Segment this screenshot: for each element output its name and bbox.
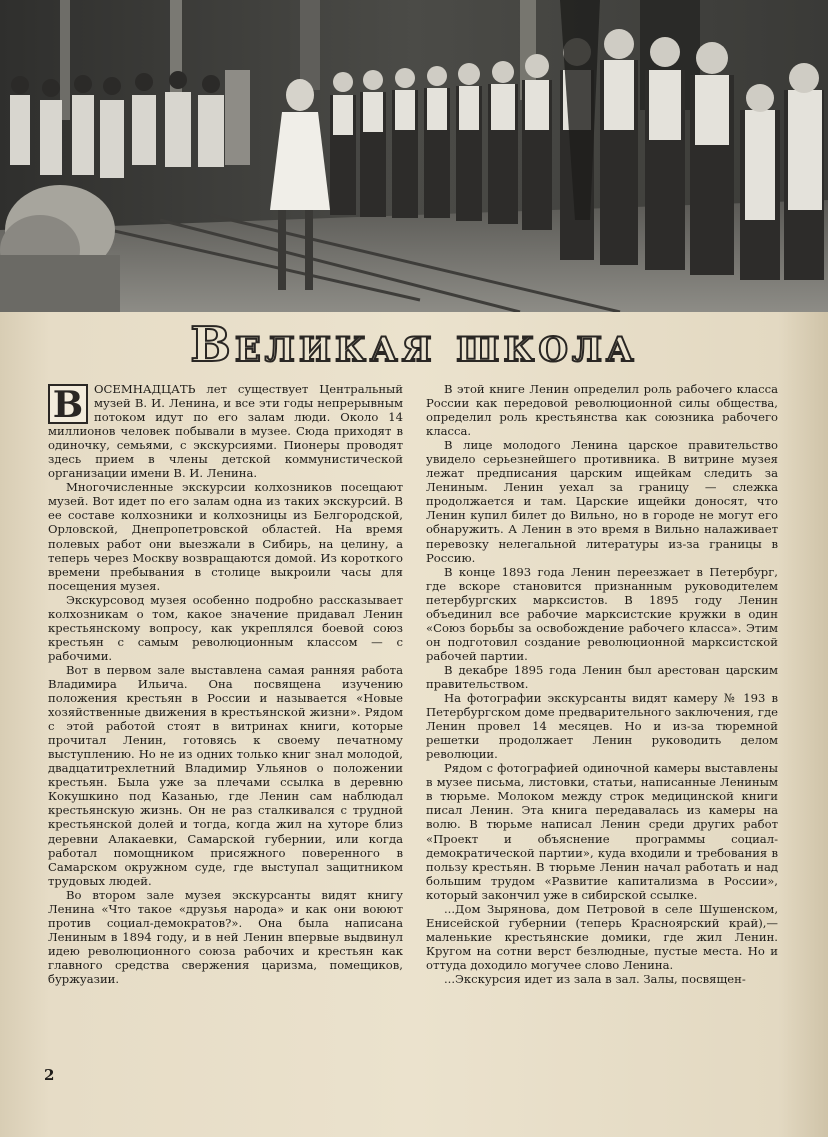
paragraph: Многочисленные экскурсии колхозников посещают музей. Вот идет по его залам одна из таких экскурсий. В ее составе колхозники и колхозницы из Белгородской, Орловской, Днепропетровской областей. На время полевых работ они выезжали в Сибирь, на целину, а теперь через Москву возвращаются домой. Из короткого времени пребывания в столице выкроили часы для посещения музея. bbox=[48, 480, 403, 593]
paragraph: ...Дом Зырянова, дом Петровой в селе Шушенском, Енисейской губернии (теперь Красноярский край),— маленькие крестьянские домики, где жил Ленин. Кругом на сотни верст безлюдные, пустые места. Но и оттуда доходило могучее слово Ленина. bbox=[426, 901, 778, 972]
article-title: Великая школа bbox=[190, 317, 638, 373]
right-column bbox=[426, 382, 778, 986]
photo-pioneers bbox=[0, 0, 828, 312]
paragraph: В лице молодого Ленина царское правительство увидело серьезнейшего противника. В витрине музея лежат предписания царским ищейкам следить за Лениным. Ленин уехал за границу — слежка продолжается и там. Царские ищейки доносят, что Ленин купил билет до Вильно, но в городе не могут его обнаружить. А Ленин в это время в Вильно налаживает перевозку нелегальной литературы из-за границы в Россию. bbox=[426, 438, 778, 565]
paragraph-intro bbox=[48, 382, 403, 480]
paragraph: Рядом с фотографией одиночной камеры выставлены в музее письма, листовки, статьи, написанные Лениным в тюрьме. Молоком между строк медицинской книги писал Ленин. Эта книга передавалась из камеры на волю. В тюрьме написал Ленин среди других работ «Проект и объяснение программы социал-демократической партии», куда входили и требования в пользу крестьян. В тюрьме Ленин начал работать и над большим трудом «Развитие капитализма в России», который закончил уже в сибирской ссылке. bbox=[426, 761, 778, 902]
paragraph: ...Экскурсия идет из зала в зал. Залы, посвящен- bbox=[444, 971, 746, 986]
paragraph: Экскурсовод музея особенно подробно рассказывает колхозникам о том, какое значение придавал Ленин крестьянскому вопросу, как укреплялся боевой союз крестьян с самым революционным классом — с рабочими. bbox=[48, 592, 403, 663]
paragraph: Во втором зале музея экскурсанты видят книгу Ленина «Что такое «друзья народа» и как они воюют против социал-демократов?». Она была написана Лениным в 1894 году, и в ней Ленин впервые выдвинул идею революционного союза рабочих и крестьян как главного средства свержения царизма, помещиков, буржуазии. bbox=[48, 887, 403, 986]
page-number: 2 bbox=[44, 1066, 55, 1084]
paragraph: В конце 1893 года Ленин переезжает в Петербург, где вскоре становится признанным руководителем петербургских марксистов. В 1895 году Ленин объединил все рабочие марксистские кружки в один «Союз борьбы за освобождение рабочего класса». Этим он подготовил создание революционной марксистской рабочей партии. bbox=[426, 564, 778, 663]
paragraph: Вот в первом зале выставлена самая ранняя работа Владимира Ильича. Она посвящена изучению положения крестьян в России и называется «Новые хозяйственные движения в крестьянской жизни». Рядом с этой работой стоят в витринах книги, которые прочитал Ленин, готовясь к своему печатному выступлению. Но не из одних только книг знал молодой, двадцатитрехлетний Владимир Ульянов о положении крестьян. Была уже за плечами ссылка в деревню Кокушкино под Казанью, где Ленин сам наблюдал крестьянскую жизнь. Он не раз сталкивался с трудной крестьянской долей и тогда, когда жил на хуторе близ деревни Алакаевки, Самарской губернии, или когда работал помощником присяжного поверенного в Самарском окружном суде, где выступал защитником трудовых людей. bbox=[48, 662, 403, 888]
paragraph: В этой книге Ленин определил роль рабочего класса России как передовой революционной силы общества, определил роль крестьянства как союзника рабочего класса. bbox=[426, 382, 778, 439]
photo-pioneers-icon bbox=[0, 0, 828, 312]
paragraph: На фотографии экскурсанты видят камеру № 193 в Петербургском доме предварительного заключения, где Ленин провел 14 месяцев. Но и из-за тюремной решетки продолжает Ленин руководить делом революции. bbox=[426, 691, 778, 762]
paragraph-text: ОСЕМНАДЦАТЬ лет существует Центральный музей В. И. Ленина, и все эти годы непрерывным потоком идут по его залам люди. Около 14 миллионов человек побывали в музее. Сюда приходят в одиночку, семьями, с экскурсиями. Пионеры проводят здесь прием в члены детской коммунистической организации имени В. И. Ленина. bbox=[48, 382, 403, 481]
drop-cap: В bbox=[48, 384, 88, 424]
left-column bbox=[48, 382, 403, 986]
paragraph: В декабре 1895 года Ленин был арестован царским правительством. bbox=[426, 662, 778, 691]
